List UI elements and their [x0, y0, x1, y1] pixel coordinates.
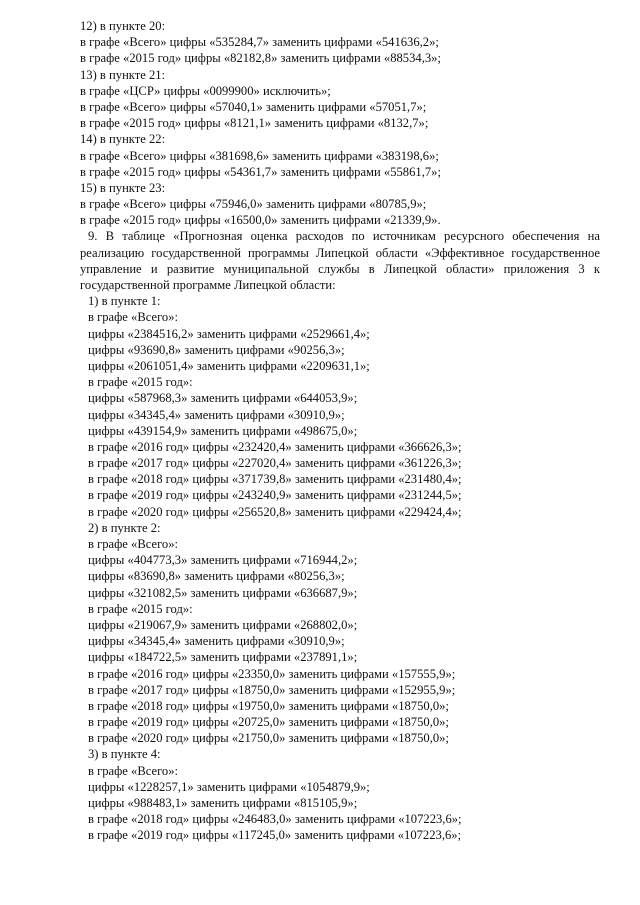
document-page: [0, 18, 640, 844]
document-line: в графе «2017 год» цифры «227020,4» заменить цифрами «361226,3»;: [88, 456, 462, 471]
document-line: в графе «2019 год» цифры «243240,9» заменить цифрами «231244,5»;: [88, 488, 462, 503]
document-line: цифры «184722,5» заменить цифрами «237891,1»;: [88, 650, 358, 665]
document-line: в графе «Всего»:: [88, 310, 179, 325]
document-line: 15) в пункте 23:: [80, 180, 166, 195]
document-line: цифры «988483,1» заменить цифрами «815105,9»;: [88, 796, 358, 810]
document-line: цифры «321082,5» заменить цифрами «636687,9»;: [88, 585, 358, 600]
document-line: в графе «2015 год» цифры «82182,8» заменить цифрами «88534,3»;: [80, 51, 441, 66]
document-line: 9. В таблице «Прогнозная оценка расходов по источникам ресурсного обеспечения на: [88, 229, 600, 244]
document-line: в графе «2020 год» цифры «21750,0» заменить цифрами «18750,0»;: [88, 731, 449, 746]
document-line: цифры «34345,4» заменить цифрами «30910,9»;: [88, 407, 345, 422]
document-line: в графе «2017 год» цифры «18750,0» заменить цифрами «152955,9»;: [88, 682, 456, 697]
document-line: 12) в пункте 20:: [80, 19, 166, 33]
document-line: цифры «93690,8» заменить цифрами «90256,3»;: [88, 342, 345, 357]
document-line: государственной программе Липецкой области:: [80, 278, 336, 292]
document-line: в графе «Всего» цифры «535284,7» заменить цифрами «541636,2»;: [80, 35, 439, 50]
document-line: 1) в пункте 1:: [88, 294, 161, 309]
document-line: в графе «2015 год»:: [88, 375, 193, 390]
document-line: цифры «439154,9» заменить цифрами «498675,0»;: [88, 423, 358, 438]
document-line: в графе «2018 год» цифры «246483,0» заменить цифрами «107223,6»;: [88, 812, 462, 827]
document-line: цифры «404773,3» заменить цифрами «716944,2»;: [88, 553, 358, 568]
document-line: 14) в пункте 22:: [80, 132, 166, 147]
document-line: реализацию государственной программы Липецкой области «Эффективное государственное: [80, 245, 600, 260]
document-line: цифры «219067,9» заменить цифрами «268802,0»;: [88, 617, 358, 632]
document-line: цифры «2061051,4» заменить цифрами «2209631,1»;: [88, 358, 370, 373]
document-line: в графе «2019 год» цифры «117245,0» заменить цифрами «107223,6»;: [88, 828, 462, 843]
document-line: в графе «Всего» цифры «57040,1» заменить цифрами «57051,7»;: [80, 99, 427, 114]
document-line: в графе «ЦСР» цифры «0099900» исключить»;: [80, 83, 331, 98]
document-line: цифры «587968,3» заменить цифрами «644053,9»;: [88, 391, 358, 406]
document-line: в графе «Всего» цифры «75946,0» заменить цифрами «80785,9»;: [80, 197, 427, 212]
document-line: в графе «Всего» цифры «381698,6» заменить цифрами «383198,6»;: [80, 148, 439, 163]
document-line: цифры «2384516,2» заменить цифрами «2529661,4»;: [88, 326, 370, 341]
document-line: в графе «2016 год» цифры «232420,4» заменить цифрами «366626,3»;: [88, 439, 462, 454]
document-line: в графе «Всего»:: [88, 537, 179, 551]
document-line: в графе «2020 год» цифры «256520,8» заменить цифрами «229424,4»;: [88, 504, 462, 519]
document-line: 2) в пункте 2:: [88, 520, 161, 535]
document-line: в графе «2015 год» цифры «16500,0» заменить цифрами «21339,9».: [80, 213, 441, 228]
document-line: 3) в пункте 4:: [88, 747, 161, 762]
document-line: в графе «2018 год» цифры «19750,0» заменить цифрами «18750,0»;: [88, 698, 449, 713]
document-line: цифры «83690,8» заменить цифрами «80256,3»;: [88, 569, 345, 584]
document-line: в графе «Всего»:: [88, 763, 179, 778]
document-line: цифры «1228257,1» заменить цифрами «1054879,9»;: [88, 779, 370, 794]
document-line: цифры «34345,4» заменить цифрами «30910,9»;: [88, 634, 345, 649]
document-line: 13) в пункте 21:: [80, 67, 166, 82]
document-line: в графе «2016 год» цифры «23350,0» заменить цифрами «157555,9»;: [88, 666, 456, 681]
document-line: в графе «2015 год» цифры «54361,7» заменить цифрами «55861,7»;: [80, 164, 441, 179]
document-line: управление и развитие муниципальной службы в Липецкой области» приложения 3 к: [80, 261, 600, 276]
document-line: в графе «2019 год» цифры «20725,0» заменить цифрами «18750,0»;: [88, 715, 449, 730]
document-line: в графе «2015 год» цифры «8121,1» заменить цифрами «8132,7»;: [80, 116, 429, 131]
document-line: в графе «2015 год»:: [88, 601, 193, 616]
document-line: в графе «2018 год» цифры «371739,8» заменить цифрами «231480,4»;: [88, 472, 462, 487]
